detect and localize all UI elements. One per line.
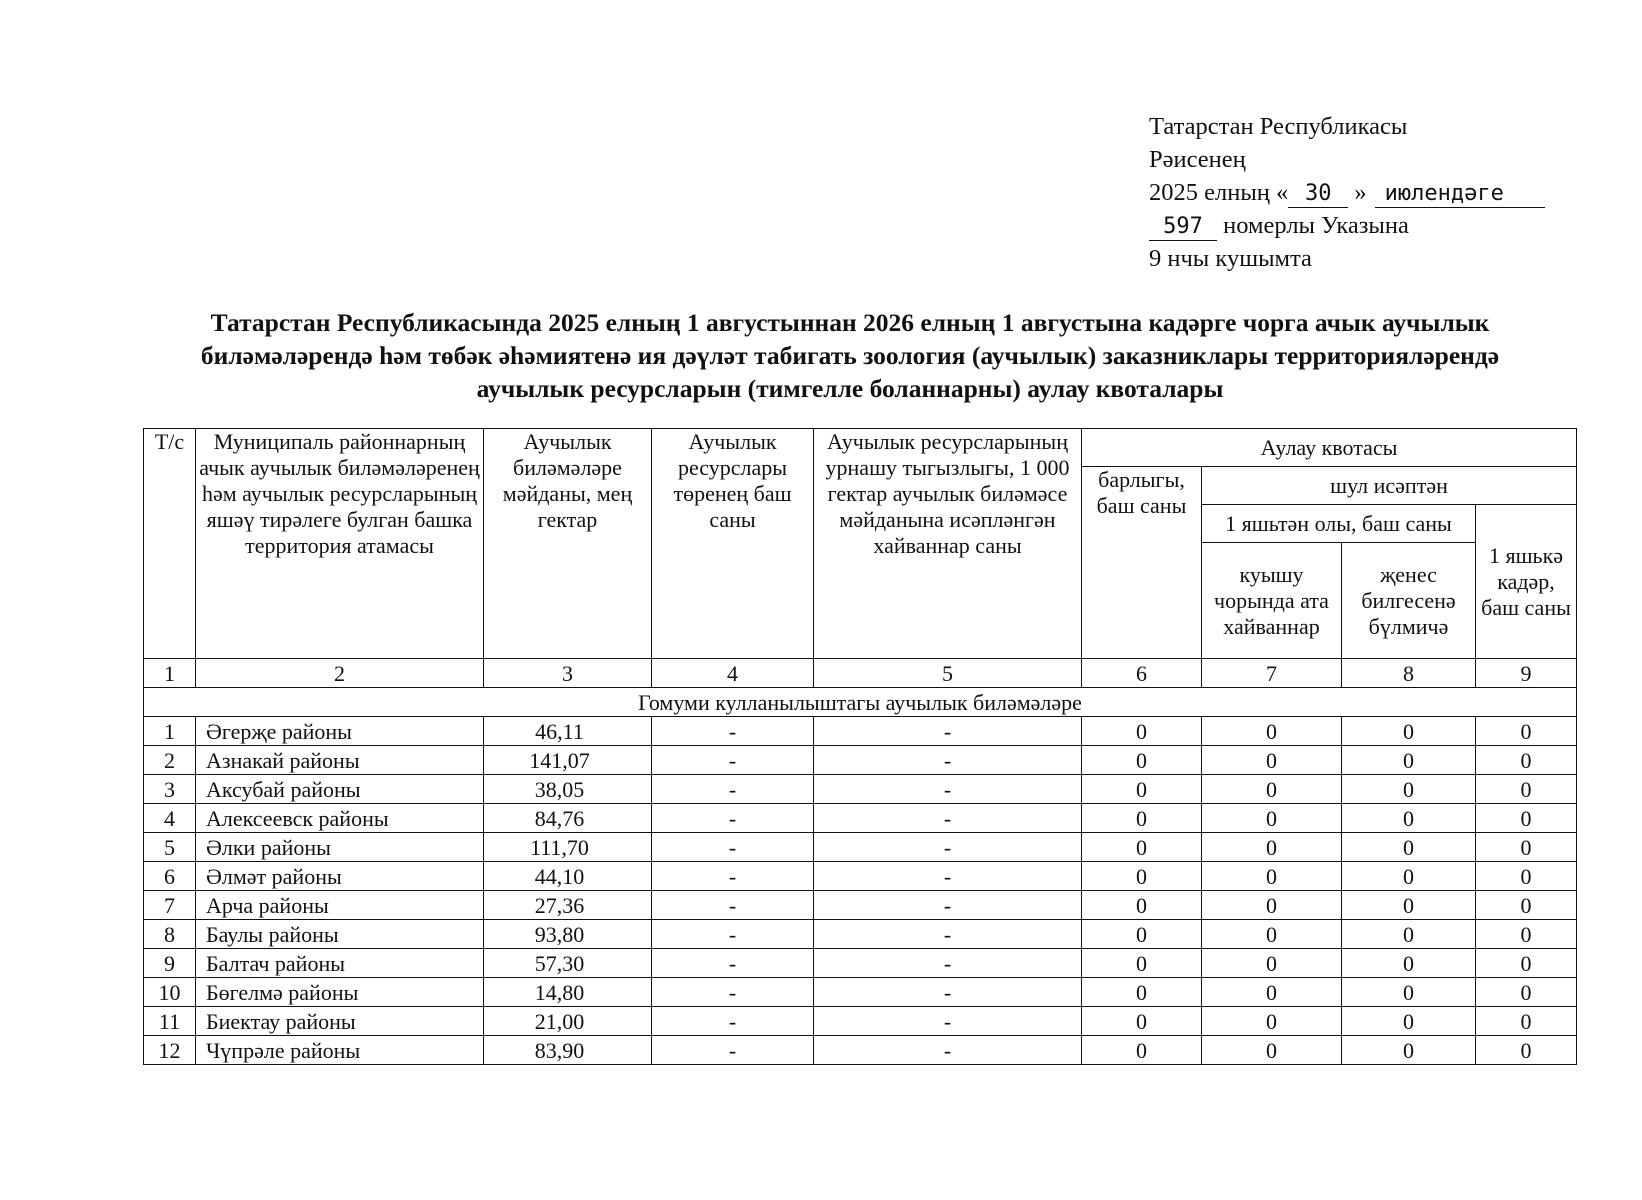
total-value: 0 xyxy=(1082,862,1202,891)
area-value: 21,00 xyxy=(484,1007,652,1036)
header-name: Муниципаль районнарның ачык аучылык биләмәләренең һәм аучылык ресурсларының яшәү тирәлеге булган башка территория атамасы xyxy=(196,429,484,659)
attachment-line-1: Татарстан Республикасы xyxy=(1149,113,1408,140)
males-value: 0 xyxy=(1202,1036,1342,1065)
header-quota: Аулау квотасы xyxy=(1082,429,1577,467)
row-number: 12 xyxy=(144,1036,196,1065)
column-number: 3 xyxy=(484,659,652,688)
no-sex-value: 0 xyxy=(1342,746,1476,775)
district-name: Биектау районы xyxy=(196,1007,484,1036)
row-number: 7 xyxy=(144,891,196,920)
under-1-value: 0 xyxy=(1476,775,1577,804)
column-number: 8 xyxy=(1342,659,1476,688)
header-no-sex: җенес билгесенә бүлмичә xyxy=(1342,543,1476,659)
table-row xyxy=(144,775,1577,804)
header-count: Аучылык ресурслары төренең баш саны xyxy=(652,429,814,659)
density-value: - xyxy=(814,1036,1082,1065)
district-name: Балтач районы xyxy=(196,949,484,978)
no-sex-value: 0 xyxy=(1342,717,1476,746)
attachment-date-line xyxy=(1149,176,1545,209)
count-value: - xyxy=(652,862,814,891)
total-value: 0 xyxy=(1082,833,1202,862)
attachment-year: 2025 елның « xyxy=(1149,179,1289,206)
table-row xyxy=(144,862,1577,891)
count-value: - xyxy=(652,746,814,775)
under-1-value: 0 xyxy=(1476,920,1577,949)
attachment-quote-close: » xyxy=(1354,179,1367,206)
table-row xyxy=(144,920,1577,949)
row-number: 6 xyxy=(144,862,196,891)
area-value: 84,76 xyxy=(484,804,652,833)
table-row xyxy=(144,746,1577,775)
table-row xyxy=(144,717,1577,746)
row-number: 8 xyxy=(144,920,196,949)
total-value: 0 xyxy=(1082,1007,1202,1036)
males-value: 0 xyxy=(1202,746,1342,775)
district-name: Әгерҗе районы xyxy=(196,717,484,746)
document-title: Татарстан Республикасында 2025 елның 1 августыннан 2026 елның 1 августына кадәрге чорга ачык аучылык биләмәләрендә һәм төбәк әһәмиятенә ия дәүләт табигать зоология (аучылык) заказниклары территорияләрендә аучылык ресурсларын (тимгелле боланнарны) аулау квоталары xyxy=(200,308,1500,403)
total-value: 0 xyxy=(1082,804,1202,833)
district-name: Алексеевск районы xyxy=(196,804,484,833)
row-number: 10 xyxy=(144,978,196,1007)
attachment-header xyxy=(1149,110,1545,275)
density-value: - xyxy=(814,949,1082,978)
attachment-line-5: 9 нчы кушымта xyxy=(1149,245,1312,272)
row-number: 1 xyxy=(144,717,196,746)
density-value: - xyxy=(814,804,1082,833)
under-1-value: 0 xyxy=(1476,717,1577,746)
no-sex-value: 0 xyxy=(1342,949,1476,978)
header-num: Т/с xyxy=(144,429,196,659)
total-value: 0 xyxy=(1082,949,1202,978)
count-value: - xyxy=(652,1007,814,1036)
area-value: 57,30 xyxy=(484,949,652,978)
column-number: 7 xyxy=(1202,659,1342,688)
district-name: Арча районы xyxy=(196,891,484,920)
district-name: Азнакай районы xyxy=(196,746,484,775)
density-value: - xyxy=(814,862,1082,891)
total-value: 0 xyxy=(1082,978,1202,1007)
section-title: Гомуми кулланылыштагы аучылык биләмәләре xyxy=(144,688,1577,717)
column-number-row xyxy=(144,659,1577,688)
males-value: 0 xyxy=(1202,775,1342,804)
district-name: Бөгелмә районы xyxy=(196,978,484,1007)
males-value: 0 xyxy=(1202,804,1342,833)
males-value: 0 xyxy=(1202,920,1342,949)
district-name: Баулы районы xyxy=(196,920,484,949)
column-number: 9 xyxy=(1476,659,1577,688)
density-value: - xyxy=(814,775,1082,804)
under-1-value: 0 xyxy=(1476,833,1577,862)
no-sex-value: 0 xyxy=(1342,804,1476,833)
count-value: - xyxy=(652,891,814,920)
table-row xyxy=(144,949,1577,978)
quota-table xyxy=(143,428,1577,1065)
count-value: - xyxy=(652,804,814,833)
area-value: 93,80 xyxy=(484,920,652,949)
header-density: Аучылык ресурсларының урнашу тыгызлыгы, 1 000 гектар аучылык биләмәсе мәйданына исәпләнгән хайваннар саны xyxy=(814,429,1082,659)
header-under-1-year: 1 яшькә кадәр, баш саны xyxy=(1476,505,1577,659)
count-value: - xyxy=(652,775,814,804)
area-value: 14,80 xyxy=(484,978,652,1007)
column-number: 2 xyxy=(196,659,484,688)
row-number: 3 xyxy=(144,775,196,804)
under-1-value: 0 xyxy=(1476,978,1577,1007)
area-value: 83,90 xyxy=(484,1036,652,1065)
column-number: 5 xyxy=(814,659,1082,688)
density-value: - xyxy=(814,920,1082,949)
no-sex-value: 0 xyxy=(1342,1007,1476,1036)
area-value: 44,10 xyxy=(484,862,652,891)
row-number: 4 xyxy=(144,804,196,833)
no-sex-value: 0 xyxy=(1342,891,1476,920)
area-value: 38,05 xyxy=(484,775,652,804)
males-value: 0 xyxy=(1202,891,1342,920)
no-sex-value: 0 xyxy=(1342,1036,1476,1065)
density-value: - xyxy=(814,717,1082,746)
no-sex-value: 0 xyxy=(1342,862,1476,891)
males-value: 0 xyxy=(1202,1007,1342,1036)
area-value: 141,07 xyxy=(484,746,652,775)
density-value: - xyxy=(814,891,1082,920)
count-value: - xyxy=(652,978,814,1007)
table-row xyxy=(144,1036,1577,1065)
density-value: - xyxy=(814,1007,1082,1036)
column-number: 4 xyxy=(652,659,814,688)
count-value: - xyxy=(652,920,814,949)
total-value: 0 xyxy=(1082,717,1202,746)
header-males: куышу чорында ата хайваннар xyxy=(1202,543,1342,659)
no-sex-value: 0 xyxy=(1342,978,1476,1007)
under-1-value: 0 xyxy=(1476,891,1577,920)
table-row xyxy=(144,891,1577,920)
under-1-value: 0 xyxy=(1476,949,1577,978)
handwritten-month: июлендәге xyxy=(1375,181,1545,208)
column-number: 6 xyxy=(1082,659,1202,688)
handwritten-day: 30 xyxy=(1288,181,1348,208)
total-value: 0 xyxy=(1082,920,1202,949)
header-over-1-year: 1 яшьтән олы, баш саны xyxy=(1202,505,1476,543)
table-row xyxy=(144,833,1577,862)
column-number: 1 xyxy=(144,659,196,688)
row-number: 5 xyxy=(144,833,196,862)
district-name: Чүпрәле районы xyxy=(196,1036,484,1065)
under-1-value: 0 xyxy=(1476,804,1577,833)
attachment-line-2: Рәисенең xyxy=(1149,146,1246,173)
row-number: 2 xyxy=(144,746,196,775)
header-including: шул исәптән xyxy=(1202,467,1577,505)
row-number: 9 xyxy=(144,949,196,978)
no-sex-value: 0 xyxy=(1342,920,1476,949)
table-row xyxy=(144,1007,1577,1036)
area-value: 111,70 xyxy=(484,833,652,862)
males-value: 0 xyxy=(1202,949,1342,978)
total-value: 0 xyxy=(1082,746,1202,775)
males-value: 0 xyxy=(1202,862,1342,891)
total-value: 0 xyxy=(1082,775,1202,804)
area-value: 46,11 xyxy=(484,717,652,746)
handwritten-number: 597 xyxy=(1149,214,1217,241)
males-value: 0 xyxy=(1202,833,1342,862)
attachment-number-line xyxy=(1149,209,1545,242)
attachment-number-suffix: номерлы Указына xyxy=(1223,212,1409,239)
header-total: барлыгы, баш саны xyxy=(1082,467,1202,659)
under-1-value: 0 xyxy=(1476,746,1577,775)
total-value: 0 xyxy=(1082,891,1202,920)
header-area: Аучылык биләмәләре мәйданы, мең гектар xyxy=(484,429,652,659)
no-sex-value: 0 xyxy=(1342,833,1476,862)
total-value: 0 xyxy=(1082,1036,1202,1065)
section-row xyxy=(144,688,1577,717)
density-value: - xyxy=(814,746,1082,775)
no-sex-value: 0 xyxy=(1342,775,1476,804)
count-value: - xyxy=(652,1036,814,1065)
count-value: - xyxy=(652,949,814,978)
density-value: - xyxy=(814,978,1082,1007)
district-name: Аксубай районы xyxy=(196,775,484,804)
males-value: 0 xyxy=(1202,978,1342,1007)
under-1-value: 0 xyxy=(1476,1036,1577,1065)
density-value: - xyxy=(814,833,1082,862)
table-row xyxy=(144,804,1577,833)
district-name: Әлки районы xyxy=(196,833,484,862)
under-1-value: 0 xyxy=(1476,1007,1577,1036)
under-1-value: 0 xyxy=(1476,862,1577,891)
count-value: - xyxy=(652,717,814,746)
area-value: 27,36 xyxy=(484,891,652,920)
males-value: 0 xyxy=(1202,717,1342,746)
count-value: - xyxy=(652,833,814,862)
table-row xyxy=(144,978,1577,1007)
row-number: 11 xyxy=(144,1007,196,1036)
district-name: Әлмәт районы xyxy=(196,862,484,891)
